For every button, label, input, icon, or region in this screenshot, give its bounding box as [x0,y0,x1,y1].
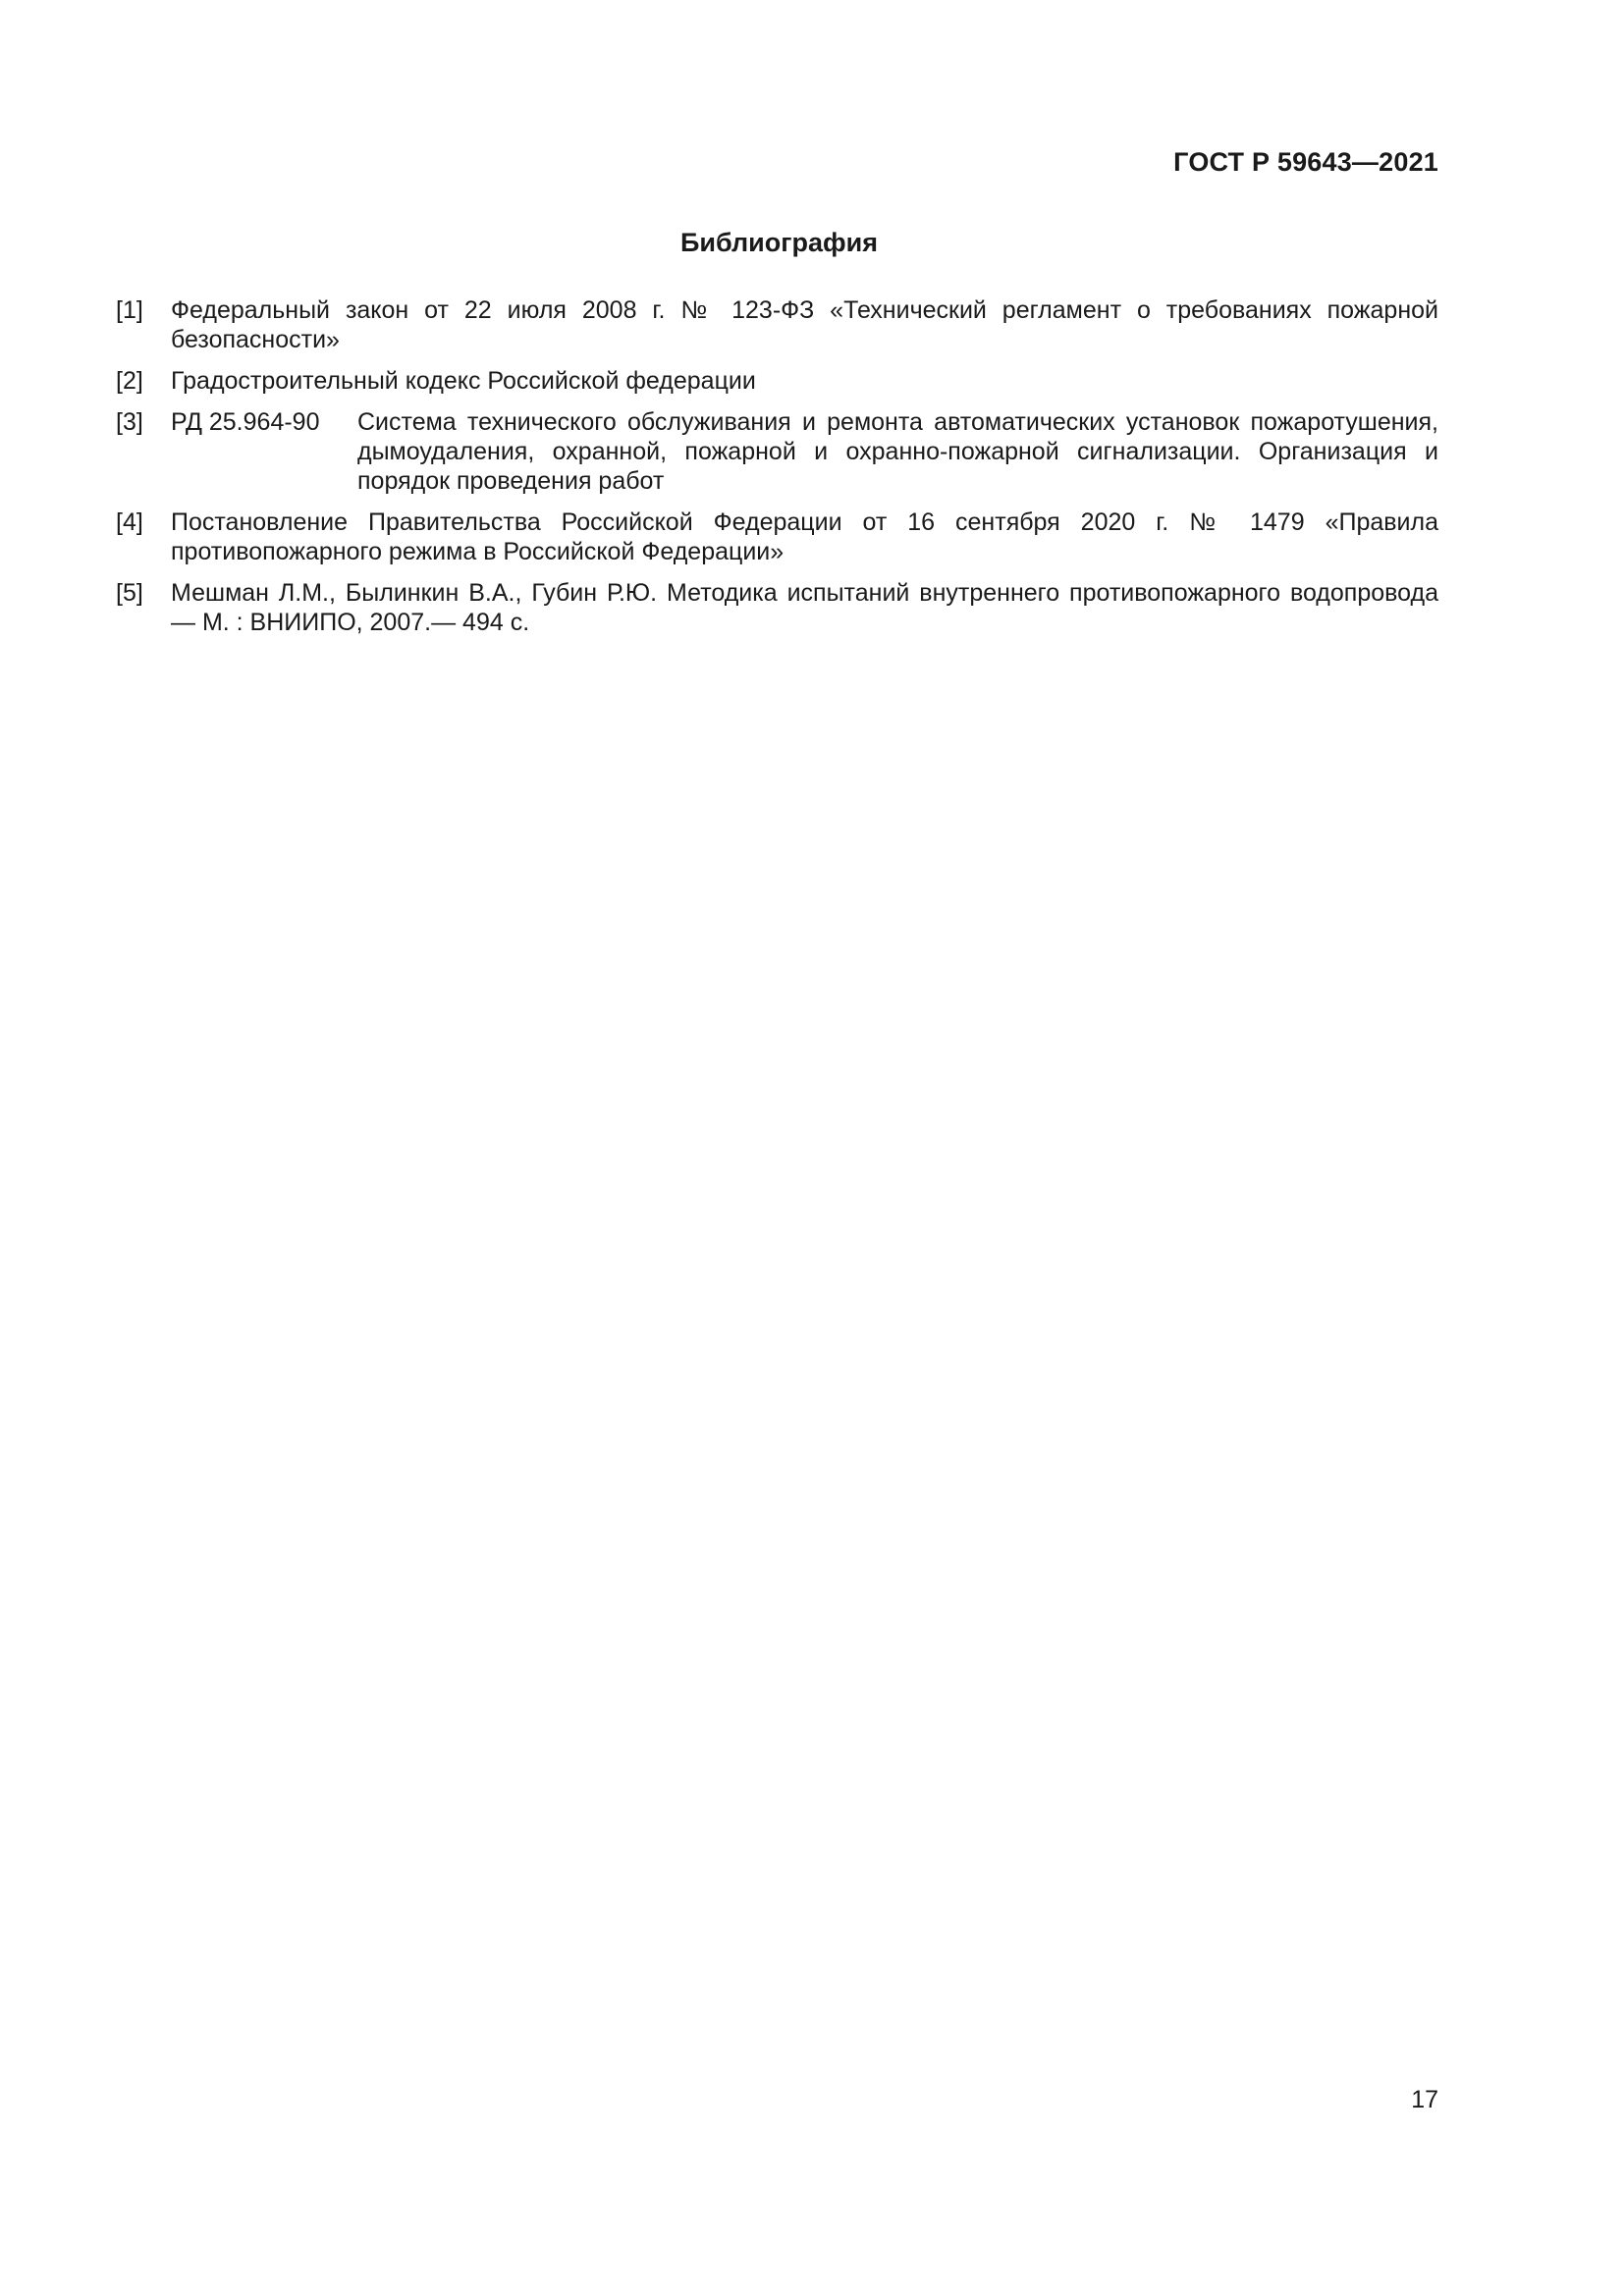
bibliography-document-code: РД 25.964-90 [171,408,320,436]
bibliography-number: [3] [116,408,143,436]
bibliography-number: [5] [116,579,143,607]
bibliography-item [116,407,1438,496]
section-title: Библиография [680,228,878,257]
document-code: ГОСТ Р 59643—2021 [1173,147,1438,177]
bibliography-list [116,295,1438,649]
bibliography-item [116,366,1438,396]
bibliography-text: Мешман Л.М., Былинкин В.А., Губин Р.Ю. Методика испытаний внутреннего противопожарного водопровода — М. : ВНИИПО, 2007.— 494 с. [171,579,1438,636]
bibliography-item [116,507,1438,566]
bibliography-number: [1] [116,296,143,324]
bibliography-item [116,578,1438,637]
bibliography-number: [4] [116,508,143,536]
bibliography-item [116,295,1438,354]
bibliography-text: Градостроительный кодекс Российской федерации [171,367,756,395]
bibliography-text: Постановление Правительства Российской Федерации от 16 сентября 2020 г. № 1479 «Правила противопожарного режима в Российской Федерации» [171,508,1438,565]
bibliography-text: Федеральный закон от 22 июля 2008 г. № 123-ФЗ «Технический регламент о требованиях пожарной безопасности» [171,296,1438,353]
bibliography-text: Система технического обслуживания и ремонта автоматических установок пожаротушения, дымоудаления, охранной, пожарной и охранно-пожарной сигнализации. Организация и порядок проведения работ [357,408,1438,495]
page-number: 17 [1411,2086,1438,2113]
bibliography-number: [2] [116,367,143,395]
